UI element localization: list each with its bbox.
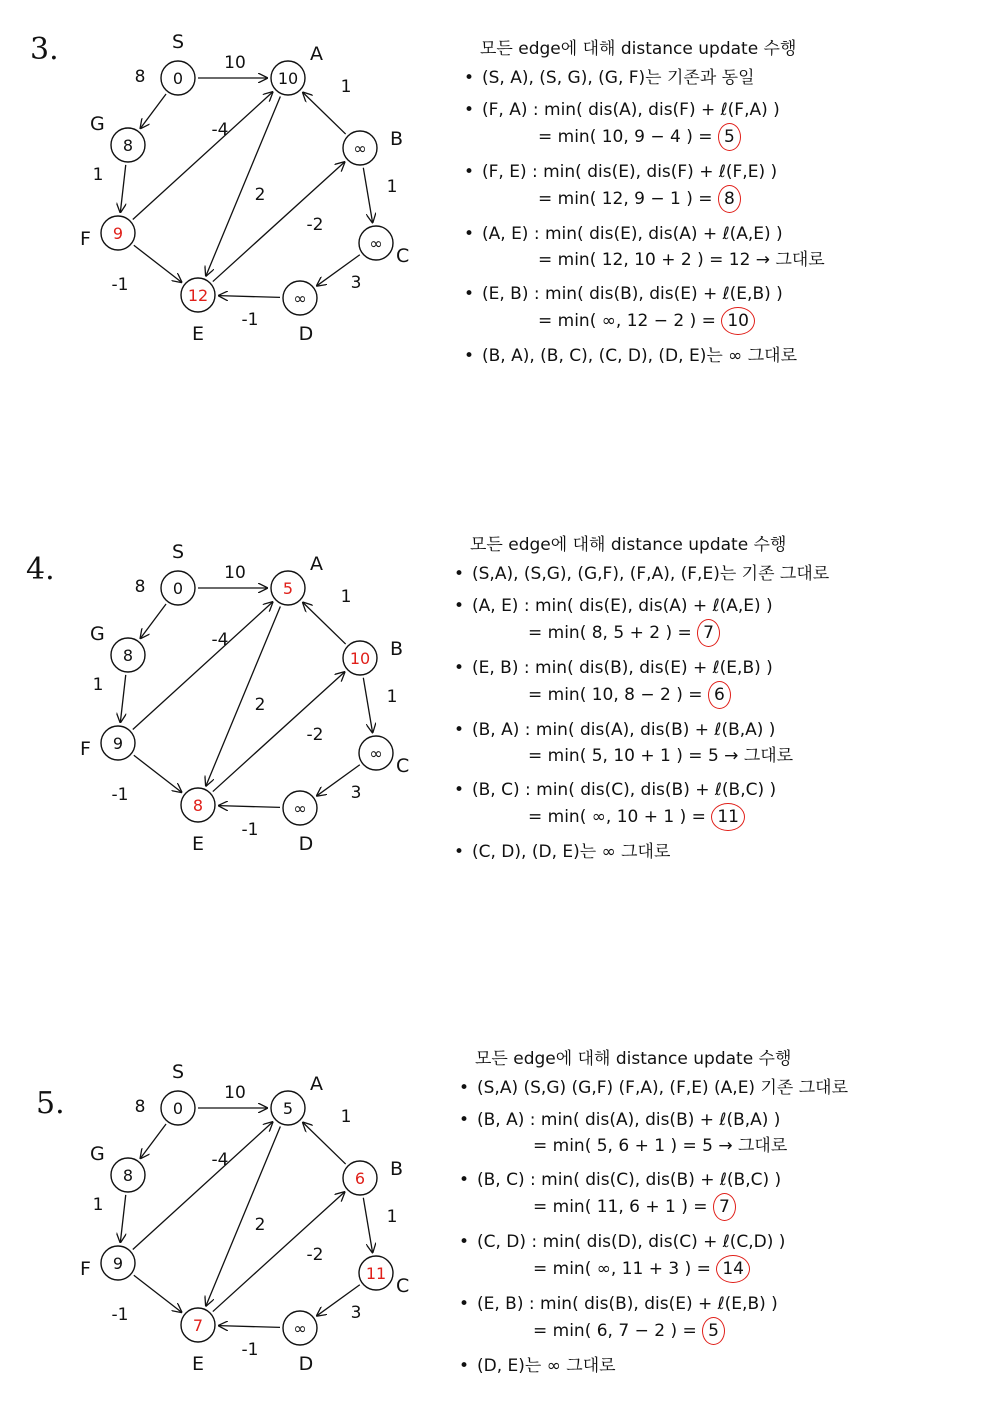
notes-step-5 — [455, 1044, 985, 1385]
node-c-distance: ∞ — [369, 744, 383, 763]
step-3-section — [0, 0, 1000, 470]
node-e-distance: 7 — [192, 1316, 204, 1335]
edge-weight-g-f: 1 — [92, 675, 104, 695]
edge-s-g — [141, 604, 166, 638]
step-number: 5. — [36, 1086, 65, 1121]
edge-weight-f-a: -4 — [211, 1150, 229, 1170]
node-a-distance: 5 — [282, 579, 294, 598]
node-d-distance: ∞ — [293, 289, 307, 308]
node-d-label: D — [298, 833, 314, 855]
note-line: (B, A) : min( dis(A), dis(B) + ℓ(B,A) ) — [477, 1110, 781, 1130]
edge-g-f — [120, 165, 125, 212]
edge-weight-g-f: 1 — [92, 1195, 104, 1215]
edge-weight-s-g: 8 — [134, 577, 146, 597]
edge-weight-e-b: -2 — [306, 725, 324, 745]
edge-weight-d-e: -1 — [241, 1340, 259, 1360]
note-item — [455, 1353, 985, 1379]
node-f-distance: 9 — [112, 224, 124, 243]
note-subline: = min( 5, 6 + 1 ) = 5 → 그대로 — [533, 1136, 788, 1156]
edge-weight-s-a: 10 — [224, 1083, 246, 1103]
node-a-label: A — [310, 43, 323, 65]
note-line: (B, C) : min( dis(C), dis(B) + ℓ(B,C) ) — [472, 780, 777, 800]
node-b-distance: ∞ — [353, 139, 367, 158]
edge-b-a — [303, 1123, 346, 1164]
edge-weight-b-c: 1 — [386, 687, 398, 707]
node-g-label: G — [90, 623, 105, 645]
note-line: (F, E) : min( dis(E), dis(F) + ℓ(F,E) ) — [482, 162, 778, 182]
circled-result: 10 — [721, 307, 755, 335]
note-line: (A, E) : min( dis(E), dis(A) + ℓ(A,E) ) — [482, 224, 783, 244]
note-item — [460, 65, 980, 91]
node-f-distance: 9 — [112, 1254, 124, 1273]
graph-step-3 — [60, 30, 440, 350]
node-a-label: A — [310, 553, 323, 575]
node-e-label: E — [191, 323, 205, 345]
note-item — [455, 1229, 985, 1283]
circled-result: 11 — [711, 803, 745, 831]
node-d-distance: ∞ — [293, 1319, 307, 1338]
notes-title: 모든 edge에 대해 distance update 수행 — [480, 39, 797, 59]
note-item — [460, 159, 980, 213]
node-s-label: S — [171, 1061, 185, 1083]
note-item — [450, 777, 980, 831]
node-s-label: S — [171, 541, 185, 563]
node-a-distance: 5 — [282, 1099, 294, 1118]
edge-weight-b-a: 1 — [340, 587, 352, 607]
node-b-distance: 10 — [349, 649, 371, 668]
circled-result: 8 — [718, 185, 741, 213]
edge-weight-b-c: 1 — [386, 177, 398, 197]
edge-g-f — [120, 1195, 125, 1242]
node-f-label: F — [80, 228, 91, 250]
note-item — [450, 839, 980, 865]
edge-weight-b-a: 1 — [340, 77, 352, 97]
step-5-section — [0, 1040, 1000, 1415]
edge-weight-b-a: 1 — [340, 1107, 352, 1127]
edge-s-g — [141, 94, 166, 128]
note-line: (S, A), (S, G), (G, F)는 기존과 동일 — [482, 68, 755, 88]
step-number: 3. — [30, 32, 59, 67]
edge-weight-a-e: 2 — [254, 1215, 266, 1235]
node-b-distance: 6 — [354, 1169, 366, 1188]
edge-g-f — [120, 675, 125, 722]
notes-step-4 — [450, 530, 980, 871]
edge-f-e — [134, 1275, 182, 1312]
edge-b-a — [303, 93, 346, 134]
node-f-label: F — [80, 1258, 91, 1280]
edge-weight-f-e: -1 — [111, 1305, 129, 1325]
circled-result: 5 — [718, 123, 741, 151]
note-subline: = min( 8, 5 + 2 ) = 7 — [472, 619, 980, 647]
node-s-distance: 0 — [172, 579, 184, 598]
note-subline: = min( 5, 10 + 1 ) = 5 → 그대로 — [528, 746, 794, 766]
node-f-distance: 9 — [112, 734, 124, 753]
note-item — [460, 97, 980, 151]
note-item — [455, 1107, 985, 1159]
edge-weight-s-a: 10 — [224, 53, 246, 73]
note-line: (S,A), (S,G), (G,F), (F,A), (F,E)는 기존 그대로 — [472, 564, 830, 584]
edge-weight-f-e: -1 — [111, 785, 129, 805]
edge-weight-e-b: -2 — [306, 1245, 324, 1265]
edge-e-b — [213, 1192, 345, 1311]
node-d-label: D — [298, 323, 314, 345]
edge-b-a — [303, 603, 346, 644]
node-d-distance: ∞ — [293, 799, 307, 818]
note-item — [460, 281, 980, 335]
node-f-label: F — [80, 738, 91, 760]
node-g-distance: 8 — [122, 1166, 134, 1185]
node-e-label: E — [191, 833, 205, 855]
edge-weight-d-e: -1 — [241, 820, 259, 840]
node-a-label: A — [310, 1073, 323, 1095]
note-item — [460, 343, 980, 369]
edge-weight-c-d: 3 — [350, 1303, 362, 1323]
edge-b-c — [363, 678, 372, 733]
note-subline: = min( 6, 7 − 2 ) = 5 — [477, 1317, 985, 1345]
note-line: (F, A) : min( dis(A), dis(F) + ℓ(F,A) ) — [482, 100, 780, 120]
note-line: (E, B) : min( dis(B), dis(E) + ℓ(E,B) ) — [472, 658, 773, 678]
node-b-label: B — [390, 128, 404, 150]
edge-f-e — [134, 245, 182, 282]
step-number: 4. — [26, 552, 55, 587]
circled-result: 5 — [702, 1317, 725, 1345]
note-item — [455, 1291, 985, 1345]
note-line: (C, D), (D, E)는 ∞ 그대로 — [472, 842, 671, 862]
note-subline: = min( 10, 8 − 2 ) = 6 — [472, 681, 980, 709]
node-c-distance: ∞ — [369, 234, 383, 253]
edge-weight-b-c: 1 — [386, 1207, 398, 1227]
note-line: (C, D) : min( dis(D), dis(C) + ℓ(C,D) ) — [477, 1232, 786, 1252]
node-d-label: D — [298, 1353, 314, 1375]
note-item — [450, 655, 980, 709]
note-subline: = min( ∞, 12 − 2 ) = 10 — [482, 307, 980, 335]
note-line: (S,A) (S,G) (G,F) (F,A), (F,E) (A,E) 기존 그대로 — [477, 1078, 848, 1098]
edge-d-e — [219, 1326, 280, 1328]
edge-f-e — [134, 755, 182, 792]
note-subline: = min( ∞, 11 + 3 ) = 14 — [477, 1255, 985, 1283]
edge-weight-g-f: 1 — [92, 165, 104, 185]
edge-weight-e-b: -2 — [306, 215, 324, 235]
notes-title: 모든 edge에 대해 distance update 수행 — [475, 1049, 792, 1069]
node-g-label: G — [90, 1143, 105, 1165]
note-item — [460, 221, 980, 273]
edge-d-e — [219, 296, 280, 298]
edge-weight-d-e: -1 — [241, 310, 259, 330]
circled-result: 14 — [716, 1255, 750, 1283]
note-item — [455, 1075, 985, 1101]
edge-e-b — [213, 672, 345, 791]
circled-result: 6 — [708, 681, 731, 709]
edge-weight-f-a: -4 — [211, 120, 229, 140]
edge-weight-s-a: 10 — [224, 563, 246, 583]
edge-weight-a-e: 2 — [254, 185, 266, 205]
note-subline: = min( ∞, 10 + 1 ) = 11 — [472, 803, 980, 831]
node-c-label: C — [396, 245, 410, 267]
edge-weight-c-d: 3 — [350, 783, 362, 803]
node-b-label: B — [390, 1158, 404, 1180]
node-c-distance: 11 — [365, 1264, 387, 1283]
edge-weight-f-e: -1 — [111, 275, 129, 295]
note-subline: = min( 12, 10 + 2 ) = 12 → 그대로 — [538, 250, 825, 270]
edge-b-c — [363, 1198, 372, 1253]
edge-s-g — [141, 1124, 166, 1158]
note-item — [450, 593, 980, 647]
note-line: (E, B) : min( dis(B), dis(E) + ℓ(E,B) ) — [477, 1294, 778, 1314]
step-4-section — [0, 520, 1000, 980]
note-subline: = min( 12, 9 − 1 ) = 8 — [482, 185, 980, 213]
graph-step-5 — [60, 1060, 440, 1380]
note-line: (B, A), (B, C), (C, D), (D, E)는 ∞ 그대로 — [482, 346, 797, 366]
node-g-distance: 8 — [122, 646, 134, 665]
edge-weight-a-e: 2 — [254, 695, 266, 715]
node-b-label: B — [390, 638, 404, 660]
notes-step-3 — [460, 34, 980, 375]
node-e-label: E — [191, 1353, 205, 1375]
graph-step-4 — [60, 540, 440, 860]
note-line: (E, B) : min( dis(B), dis(E) + ℓ(E,B) ) — [482, 284, 783, 304]
circled-result: 7 — [697, 619, 720, 647]
note-line: (B, C) : min( dis(C), dis(B) + ℓ(B,C) ) — [477, 1170, 782, 1190]
node-a-distance: 10 — [277, 69, 299, 88]
node-s-label: S — [171, 31, 185, 53]
edge-weight-s-g: 8 — [134, 67, 146, 87]
node-s-distance: 0 — [172, 1099, 184, 1118]
edge-b-c — [363, 168, 372, 223]
note-item — [455, 1167, 985, 1221]
note-line: (D, E)는 ∞ 그대로 — [477, 1356, 616, 1376]
node-g-label: G — [90, 113, 105, 135]
node-e-distance: 8 — [192, 796, 204, 815]
edge-d-e — [219, 806, 280, 808]
note-item — [450, 717, 980, 769]
note-line: (A, E) : min( dis(E), dis(A) + ℓ(A,E) ) — [472, 596, 773, 616]
note-line: (B, A) : min( dis(A), dis(B) + ℓ(B,A) ) — [472, 720, 776, 740]
edge-weight-f-a: -4 — [211, 630, 229, 650]
circled-result: 7 — [713, 1193, 736, 1221]
note-subline: = min( 11, 6 + 1 ) = 7 — [477, 1193, 985, 1221]
node-g-distance: 8 — [122, 136, 134, 155]
note-subline: = min( 10, 9 − 4 ) = 5 — [482, 123, 980, 151]
node-s-distance: 0 — [172, 69, 184, 88]
node-c-label: C — [396, 1275, 410, 1297]
edge-weight-c-d: 3 — [350, 273, 362, 293]
node-c-label: C — [396, 755, 410, 777]
node-e-distance: 12 — [187, 286, 209, 305]
edge-e-b — [213, 162, 345, 281]
notes-title: 모든 edge에 대해 distance update 수행 — [470, 535, 787, 555]
edge-weight-s-g: 8 — [134, 1097, 146, 1117]
note-item — [450, 561, 980, 587]
